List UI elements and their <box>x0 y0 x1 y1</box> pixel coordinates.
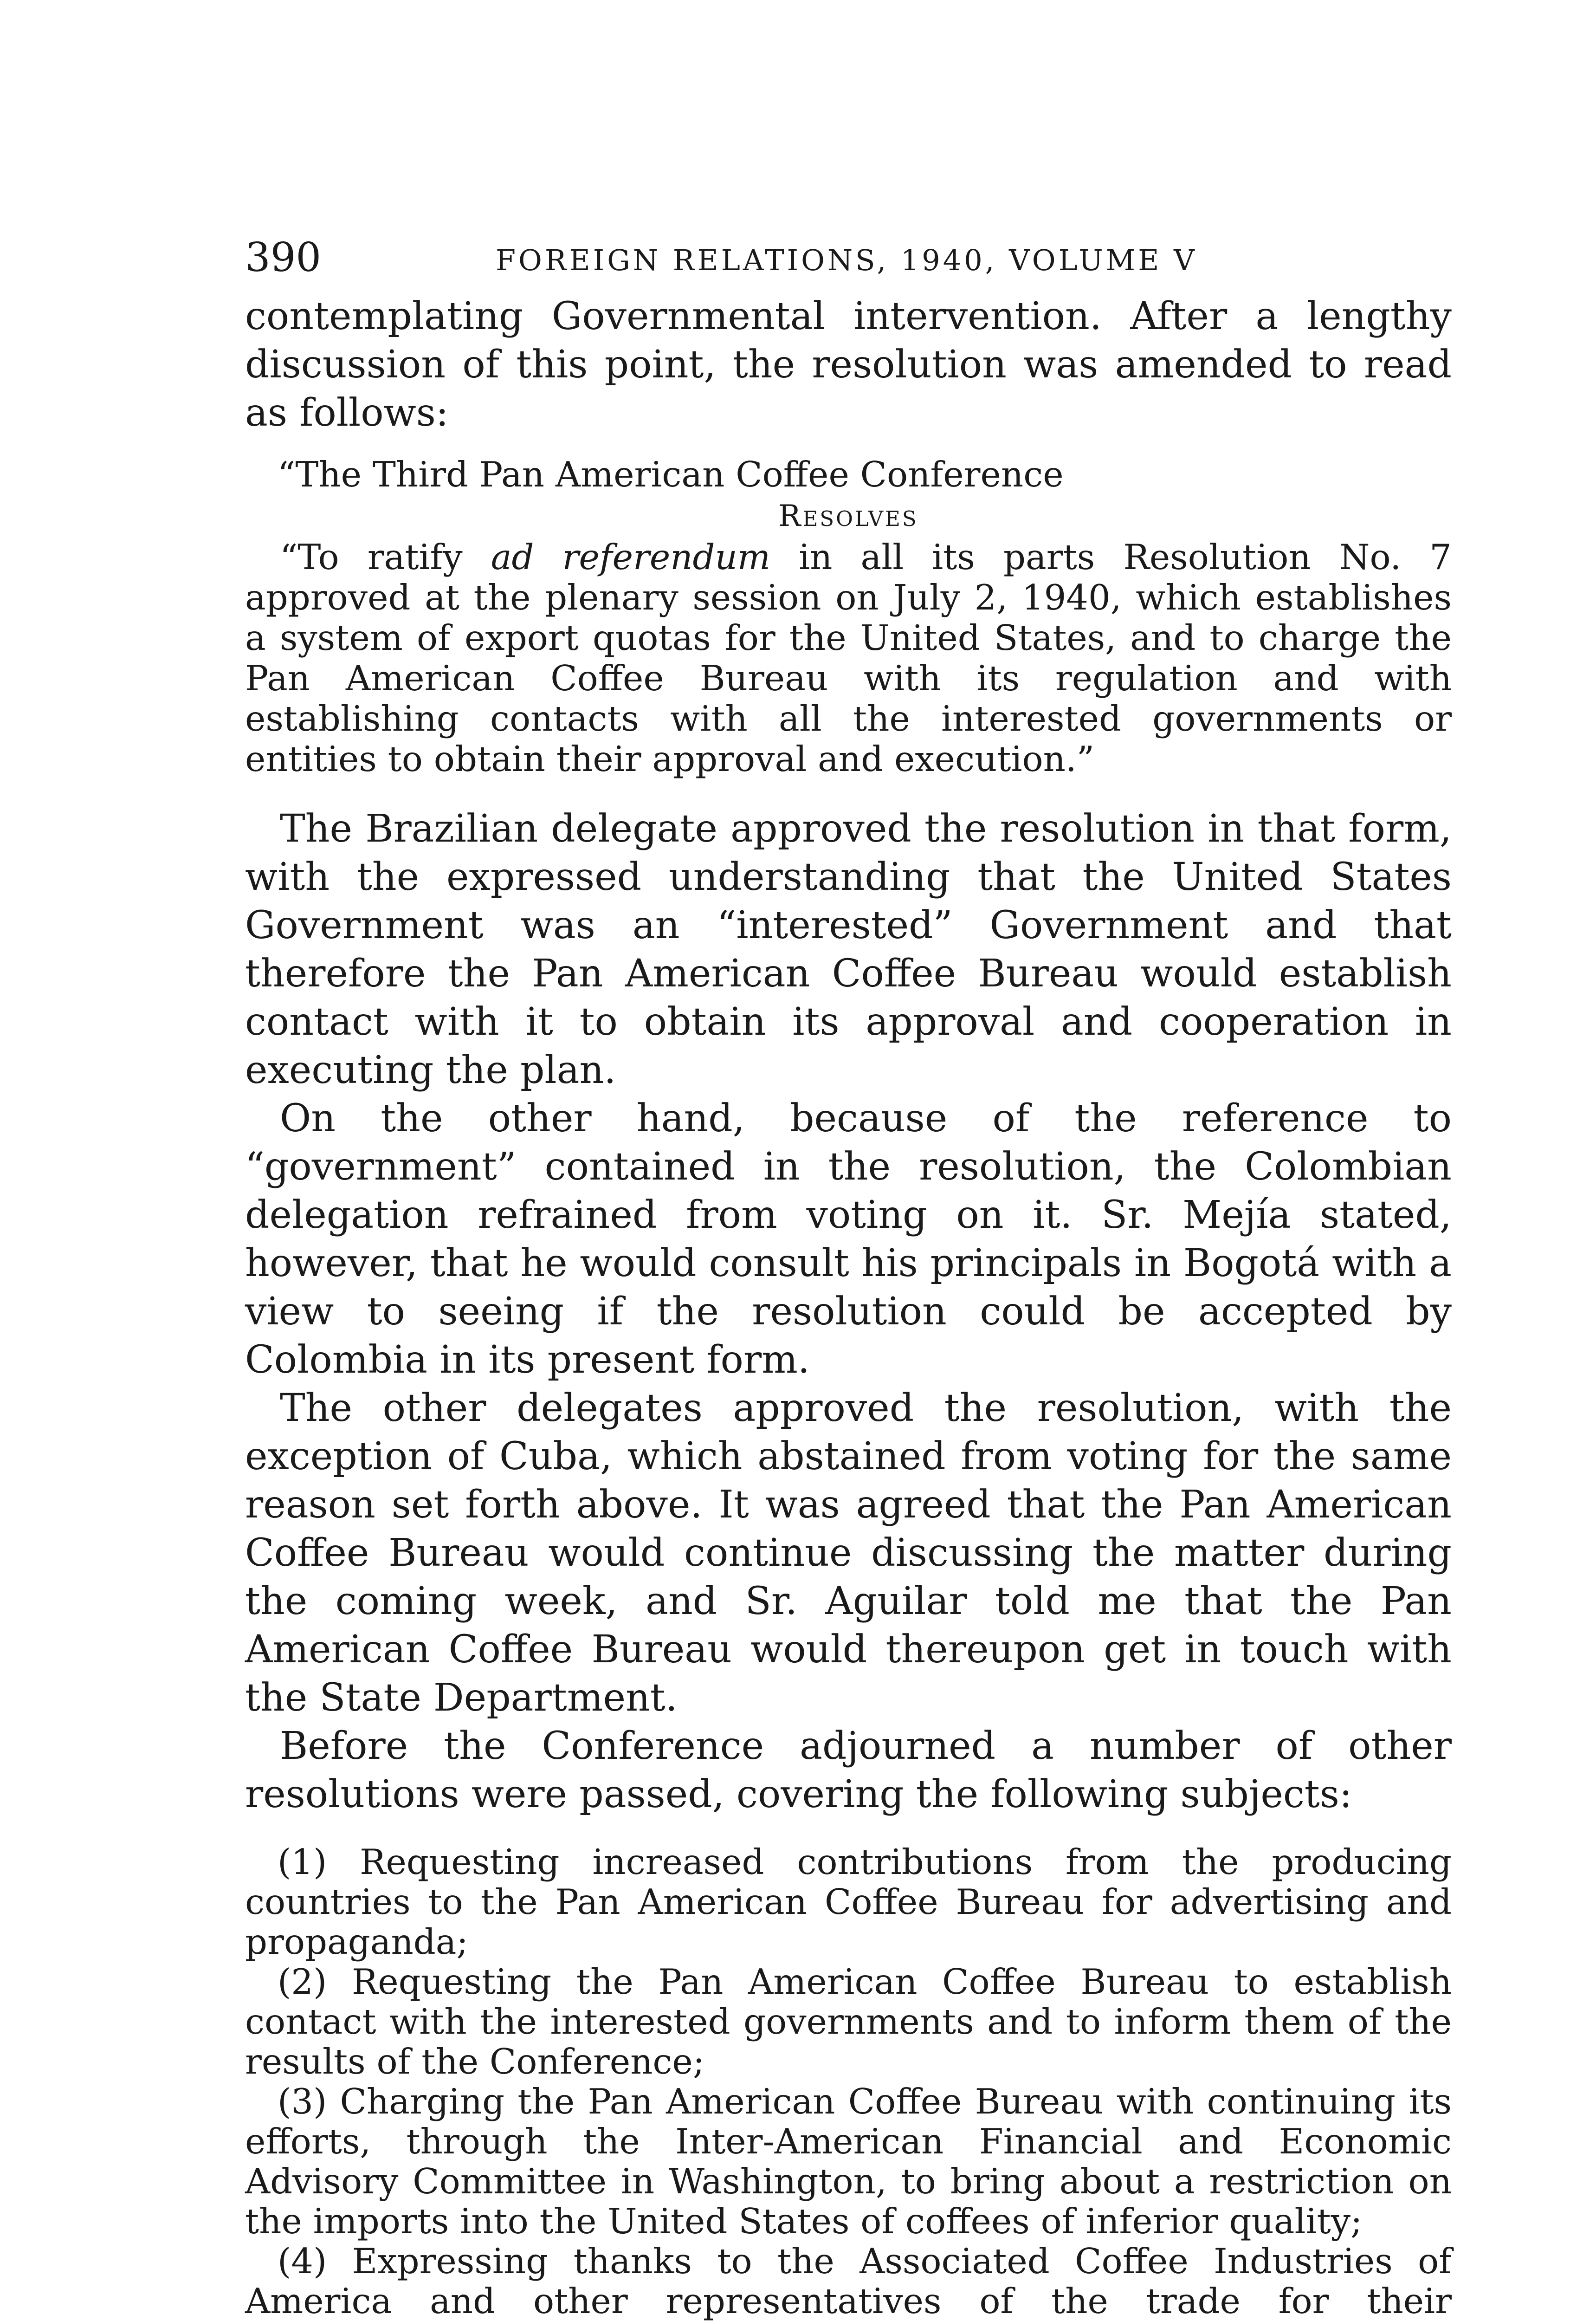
resolution-quote <box>245 454 1452 779</box>
page-number: 390 <box>245 234 322 281</box>
resolutions-list <box>245 1842 1452 2321</box>
list-item: (4) Expressing thanks to the Associated Coffee Industries of America and other representatives of the trade for their <box>245 2241 1452 2321</box>
text-column <box>245 292 1452 2321</box>
quote-intro: “The Third Pan American Coffee Conference <box>278 454 1064 495</box>
list-item: (3) Charging the Pan American Coffee Bureau with continuing its efforts, through the Inter-American Financial and Economic Advisory Committee in Washington, to bring about a restriction on the imports into the United States of coffees of inferior quality; <box>245 2081 1452 2242</box>
running-head: FOREIGN RELATIONS, 1940, VOLUME V <box>496 243 1197 277</box>
resolution-text-start: “To ratify <box>280 537 491 577</box>
resolves-heading: Resolves <box>778 499 918 533</box>
list-item: (1) Requesting increased contributions from the producing countries to the Pan American Coffee Bureau for advertising and propaganda; <box>245 1841 1452 1962</box>
page-header <box>245 232 1452 283</box>
resolution-text-end: in all its parts Resolution No. 7 approved at the plenary session on July 2, 1940, which establishes a system of export quotas for the United States, and to charge the Pan American Coffee Bureau with its regulation and with establishing contacts with all the interested governments or entities to obtain their approval and execution.” <box>245 537 1452 779</box>
paragraph-brazilian-delegate: The Brazilian delegate approved the resolution in that form, with the expressed understanding that the United States Government was an “interested” Government and that therefore the Pan American Coffee Bureau would establish contact with it to obtain its approval and cooperation in executing the plan. <box>245 807 1452 1092</box>
paragraph-other-resolutions: Before the Conference adjourned a number of other resolutions were passed, covering the following subjects: <box>245 1724 1452 1816</box>
paragraph-continuation: contemplating Governmental intervention. After a lengthy discussion of this point, the resolution was amended to read as follows: <box>245 294 1452 435</box>
resolution-text <box>245 537 1452 779</box>
list-item: (2) Requesting the Pan American Coffee Bureau to establish contact with the interested governments and to inform them of the results of the Conference; <box>245 1961 1452 2082</box>
resolution-italic-term: ad referendum <box>491 537 770 577</box>
paragraph-colombian-delegation: On the other hand, because of the reference to “government” contained in the resolution, the Colombian delegation refrained from voting on it. Sr. Mejía stated, however, that he would consult his principals in Bogotá with a view to seeing if the resolution could be accepted by Colombia in its present form. <box>245 1096 1452 1382</box>
paragraph-other-delegates: The other delegates approved the resolution, with the exception of Cuba, which abstained from voting for the same reason set forth above. It was agreed that the Pan American Coffee Bureau would continue discussing the matter during the coming week, and Sr. Aguilar told me that the Pan American Coffee Bureau would thereupon get in touch with the State Department. <box>245 1386 1452 1720</box>
